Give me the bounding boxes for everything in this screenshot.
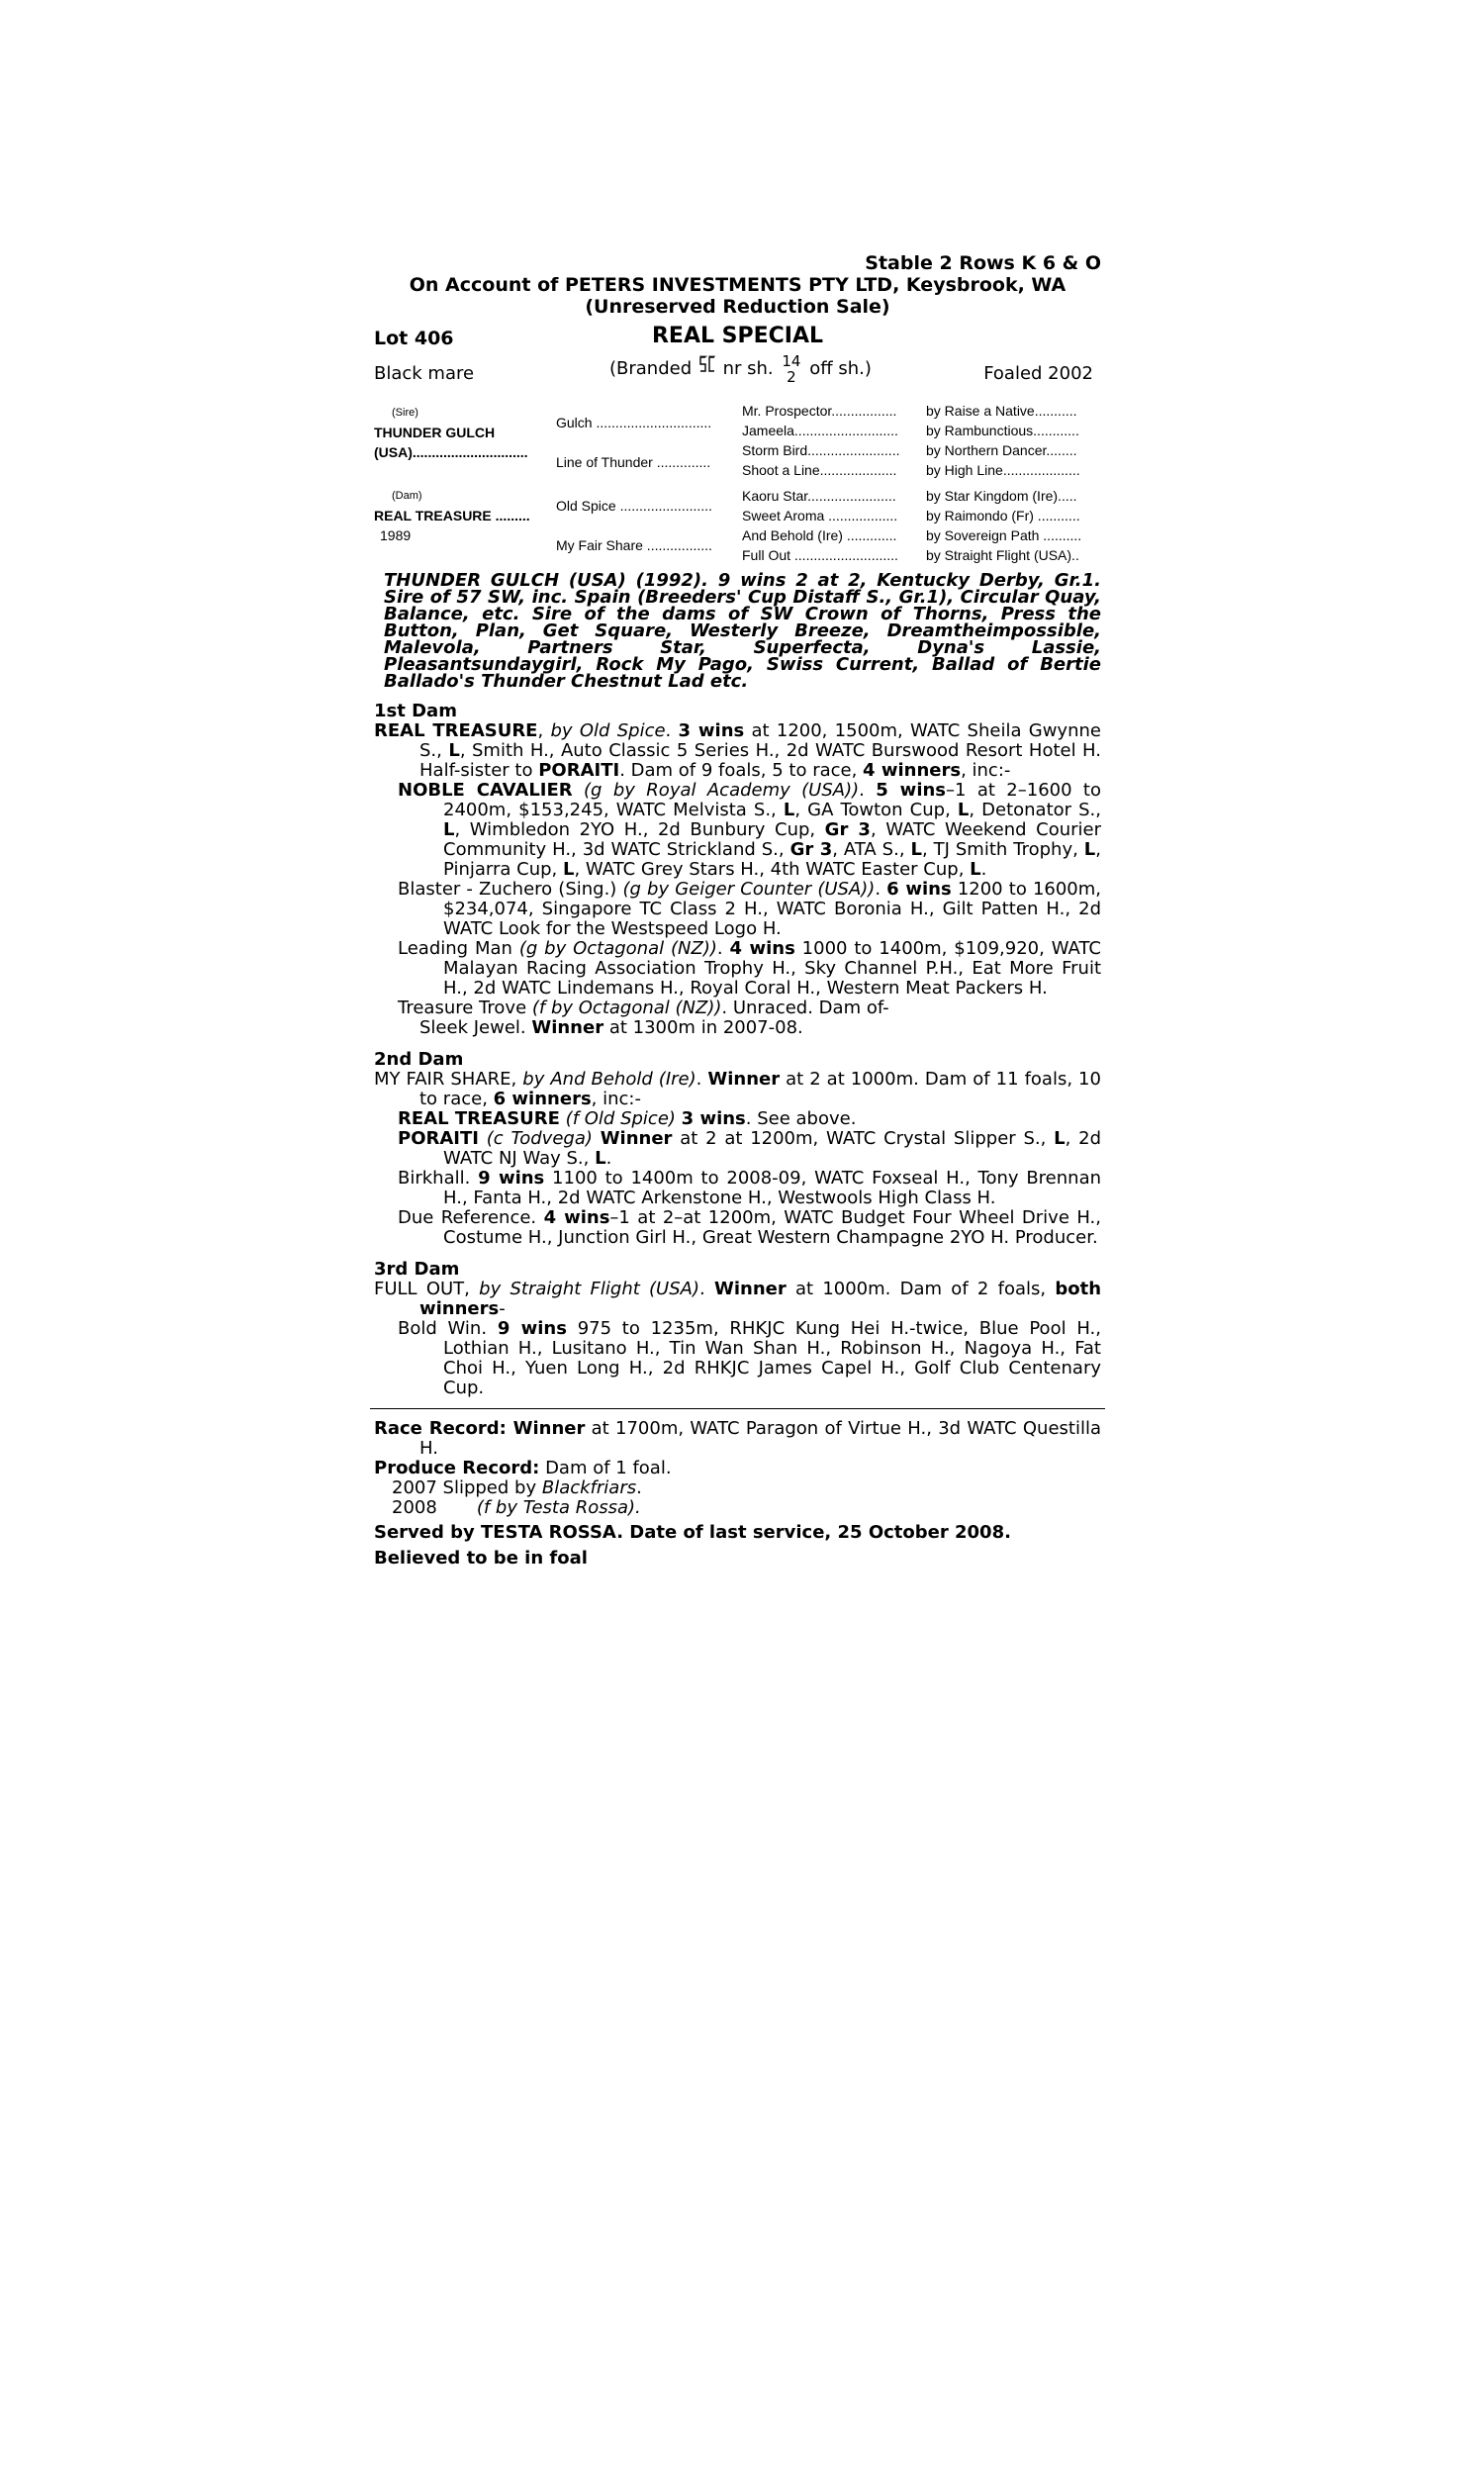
produce-record bbox=[374, 1459, 1101, 1478]
progeny-pedigree: (f Old Spice) bbox=[565, 1108, 676, 1129]
ped-g4-2: by Rambunctious............ bbox=[926, 423, 1079, 438]
progeny-name: PORAITI bbox=[398, 1128, 479, 1149]
dam-name: REAL TREASURE ......... bbox=[374, 508, 530, 523]
progeny-pedigree: (c Todvega) bbox=[486, 1128, 593, 1149]
third-dam-section bbox=[374, 1260, 1101, 1398]
listed-mark: L bbox=[562, 859, 575, 880]
ped-g4-4: by High Line.................... bbox=[926, 462, 1080, 478]
progeny-text: at 2 at 1200m, WATC Crystal Slipper S., bbox=[672, 1128, 1055, 1149]
brand-description bbox=[609, 353, 872, 385]
progeny-pedigree: (f by Octagonal (NZ)) bbox=[531, 998, 722, 1018]
service-details: Served by TESTA ROSSA. Date of last service, 25 October 2008. bbox=[374, 1522, 1011, 1543]
produce-record-text: Dam of 1 foal. bbox=[539, 1458, 672, 1478]
third-dam-name: FULL OUT, bbox=[374, 1279, 480, 1299]
progeny-noble-cavalier: NOBLE CAVALIER (g by Royal Academy (USA)). 5 wins–1 at 2–1600 to 2400m, $153,245, WATC Melvista S., L, GA Towton Cup, L, Detonator S., L, Wimbledon 2YO H., 2d Bunbury Cup, Gr 3, WATC Weekend Courier Community H., 3d WATC Strickland S., Gr 3, ATA S., L, TJ Smith Trophy, L, Pinjarra Cup, L, WATC Grey Stars H., 4th WATC Easter Cup, L. bbox=[398, 780, 1102, 880]
dam-year: 1989 bbox=[380, 527, 412, 543]
stable-location: Stable 2 Rows K 6 & O bbox=[865, 252, 1101, 274]
third-dam-text: at 1000m. Dam of 2 foals, bbox=[786, 1279, 1056, 1299]
first-dam-wins: 3 wins bbox=[678, 720, 745, 741]
progeny-wins: 9 wins bbox=[478, 1168, 545, 1189]
sire-dam: Line of Thunder .............. bbox=[556, 454, 711, 470]
lot-row bbox=[374, 324, 1101, 353]
ped-g4-6: by Raimondo (Fr) ........... bbox=[926, 508, 1080, 523]
produce-sire: (f by Testa Rossa). bbox=[476, 1497, 641, 1518]
produce-year-text: 2007 Slipped by bbox=[392, 1477, 542, 1498]
second-dam-sire: by And Behold (Ire) bbox=[522, 1069, 696, 1090]
listed-mark: L bbox=[1054, 1128, 1066, 1149]
progeny-name: Bold Win. bbox=[398, 1318, 498, 1339]
third-dam-heading: 3rd Dam bbox=[374, 1259, 460, 1280]
progeny-name: Sleek Jewel. bbox=[419, 1017, 532, 1038]
first-dam-heading: 1st Dam bbox=[374, 701, 457, 721]
brand-off-side: off sh.) bbox=[809, 358, 872, 379]
progeny-name: Blaster - Zuchero (Sing.) bbox=[398, 879, 623, 900]
first-dam-winners: 4 winners bbox=[863, 760, 962, 781]
listed-mark: L bbox=[910, 839, 922, 860]
progeny-text: 1000 to 1400m, $109,920, WATC Malayan Racing Association Trophy H., Sky Channel P.H., Eat More Fruit H., 2d WATC Lindemans H., Royal Coral H., Western Meat Packers H. bbox=[443, 938, 1101, 999]
progeny-name: Treasure Trove bbox=[398, 998, 532, 1018]
progeny-wins: 5 wins bbox=[876, 780, 947, 801]
description-row bbox=[374, 353, 1101, 389]
produce-record-label: Produce Record: bbox=[374, 1458, 540, 1478]
listed-mark: L bbox=[443, 819, 455, 840]
brand-prefix: (Branded bbox=[609, 358, 693, 379]
ped-g3-5: Kaoru Star....................... bbox=[742, 488, 896, 504]
first-dam-text: . Dam of 9 foals, 5 to race, bbox=[619, 760, 864, 781]
first-dam-text: , inc:- bbox=[961, 760, 1011, 781]
brand-number-top: 14 bbox=[782, 352, 801, 370]
listed-mark: L bbox=[595, 1148, 606, 1169]
progeny-text: 1200 to 1600m, $234,074, Singapore TC Class 2 H., WATC Boronia H., Gilt Patten H., 2d WATC Look for the Westspeed Logo H. bbox=[443, 879, 1102, 939]
first-dam-name: REAL TREASURE bbox=[374, 720, 538, 741]
progeny-text: , Wimbledon 2YO H., 2d Bunbury Cup, bbox=[454, 819, 825, 840]
second-dam-section bbox=[374, 1050, 1101, 1248]
progeny-due-reference bbox=[374, 1208, 1101, 1248]
ped-g3-7: And Behold (Ire) ............. bbox=[742, 527, 897, 543]
produce-year-text: . bbox=[636, 1477, 642, 1498]
progeny-blaster: Blaster - Zuchero (Sing.) (g by Geiger Counter (USA)). 6 wins 1200 to 1600m, $234,074, Singapore TC Class 2 H., WATC Boronia H., Gilt Patten H., 2d WATC Look for the Westspeed Logo H. bbox=[398, 879, 1102, 939]
second-dam-text: at 2 at 1000m. Dam of 11 foals, 10 to race, bbox=[419, 1069, 1101, 1109]
progeny-text: at 1300m in 2007-08. bbox=[603, 1017, 803, 1038]
first-dam-sire: by Old Spice bbox=[550, 720, 666, 741]
horse-name: REAL SPECIAL bbox=[651, 324, 824, 348]
third-dam-entry: FULL OUT, by Straight Flight (USA). Winner at 1000m. Dam of 2 foals, both winners- bbox=[374, 1279, 1102, 1319]
sire-origin: (USA).............................. bbox=[374, 444, 528, 460]
progeny-treasure-trove bbox=[374, 999, 1101, 1018]
progeny-name: NOBLE CAVALIER bbox=[398, 780, 573, 801]
sire-sire: Gulch .............................. bbox=[556, 415, 712, 430]
progeny-real-treasure bbox=[374, 1109, 1101, 1129]
second-dam-text: , inc:- bbox=[591, 1089, 641, 1109]
race-record-winner: Winner bbox=[512, 1418, 586, 1439]
brand-near-side: nr sh. bbox=[722, 358, 774, 379]
progeny-text: , Pinjarra Cup, bbox=[443, 839, 1101, 880]
progeny-text: , GA Towton Cup, bbox=[794, 800, 958, 820]
listed-mark: L bbox=[448, 740, 460, 761]
brand-mark-icon bbox=[697, 354, 717, 376]
listed-mark: L bbox=[957, 800, 970, 820]
group3-mark: Gr 3 bbox=[824, 819, 871, 840]
sire-label: (Sire) bbox=[392, 407, 418, 419]
progeny-wins: 3 wins bbox=[681, 1108, 746, 1129]
foal-status: Believed to be in foal bbox=[374, 1548, 588, 1569]
listed-mark: L bbox=[970, 859, 981, 880]
third-dam-winner: Winner bbox=[713, 1279, 787, 1299]
catalogue-page bbox=[374, 252, 1101, 1570]
race-record-text: at 1700m, WATC Paragon of Virtue H., 3d WATC Questilla H. bbox=[419, 1418, 1101, 1459]
progeny-text: , ATA S., bbox=[832, 839, 911, 860]
progeny-name: Birkhall. bbox=[398, 1168, 479, 1189]
race-record bbox=[374, 1419, 1101, 1459]
progeny-pedigree: (g by Royal Academy (USA)) bbox=[584, 780, 860, 801]
progeny-text: , WATC Grey Stars H., 4th WATC Easter Cup, bbox=[574, 859, 971, 880]
ped-g4-7: by Sovereign Path .......... bbox=[926, 527, 1082, 543]
dam-dam: My Fair Share ................. bbox=[556, 537, 712, 553]
progeny-wins: 4 wins bbox=[543, 1207, 610, 1228]
progeny-leading-man: Leading Man (g by Octagonal (NZ)). 4 wins 1000 to 1400m, $109,920, WATC Malayan Racing Association Trophy H., Sky Channel P.H., Eat More Fruit H., 2d WATC Lindemans H., Royal Coral H., Western Meat Packers H. bbox=[398, 938, 1101, 999]
progeny-text: 975 to 1235m, RHKJC Kung Hei H.-twice, Blue Pool H., Lothian H., Lusitano H., Tin Wan Shan H., Robinson H., Nagoya H., Fat Choi H., Yuen Long H., 2d RHKJC James Capel H., Golf Club Centenary Cup. bbox=[443, 1318, 1101, 1398]
progeny-text: –1 at 2–1600 to 2400m, $153,245, WATC Melvista S., bbox=[443, 780, 1101, 820]
third-dam-both-winners: both winners bbox=[419, 1279, 1102, 1319]
sire-summary: THUNDER GULCH (USA) (1992). 9 wins 2 at 2, Kentucky Derby, Gr.1. Sire of 57 SW, inc. Spain (Breeders' Cup Distaff S., Gr.1), Circular Quay, Balance, etc. Sire of the dams of SW Crown of Thorns, Press the Button, Plan, Get Square, Westerly Breeze, Dreamtheimpossible, Malevola, Partners Star, Superfecta, Dyna's Lassie, Pleasantsundaygirl, Rock My Pago, Swiss Current, Ballad of Bertie Ballado's Thunder Chestnut Lad etc. bbox=[384, 570, 1101, 692]
ped-g4-8: by Straight Flight (USA).. bbox=[926, 547, 1079, 563]
progeny-name: Leading Man bbox=[398, 938, 519, 959]
brand-number-bottom: 2 bbox=[787, 368, 796, 386]
progeny-wins: 4 wins bbox=[729, 938, 795, 959]
progeny-bold-win bbox=[374, 1319, 1101, 1398]
ped-g4-3: by Northern Dancer........ bbox=[926, 442, 1077, 458]
second-dam-heading: 2nd Dam bbox=[374, 1049, 464, 1070]
progeny-sleek-jewel bbox=[374, 1018, 1101, 1038]
progeny-text: . Unraced. Dam of- bbox=[721, 998, 889, 1018]
ped-g3-8: Full Out ........................... bbox=[742, 547, 898, 563]
sale-type: (Unreserved Reduction Sale) bbox=[585, 296, 890, 318]
progeny-wins: 6 wins bbox=[886, 879, 952, 900]
brand-number bbox=[782, 353, 800, 385]
produce-2008 bbox=[374, 1498, 1101, 1518]
progeny-text: , WATC Weekend Courier Community H., 3d WATC Strickland S., bbox=[443, 819, 1102, 860]
progeny-wins: 9 wins bbox=[497, 1318, 567, 1339]
section-divider bbox=[370, 1408, 1105, 1409]
second-dam-entry: MY FAIR SHARE, by And Behold (Ire). Winner at 2 at 1000m. Dam of 11 foals, 10 to race, 6 winners, inc:- bbox=[374, 1069, 1101, 1109]
progeny-text: . bbox=[980, 859, 987, 880]
first-dam-section bbox=[374, 702, 1101, 1038]
progeny-name: REAL TREASURE bbox=[398, 1108, 560, 1129]
sire-name: THUNDER GULCH bbox=[374, 425, 496, 440]
third-dam-sire: by Straight Flight (USA) bbox=[479, 1279, 699, 1299]
listed-mark: L bbox=[783, 800, 795, 820]
foaled-year: Foaled 2002 bbox=[983, 363, 1093, 384]
half-sister-name: PORAITI bbox=[538, 760, 620, 781]
third-dam-text: - bbox=[499, 1298, 506, 1319]
produce-year: 2008 bbox=[392, 1497, 437, 1518]
progeny-text: , 2d WATC NJ Way S., bbox=[443, 1128, 1102, 1169]
produce-sire: Blackfriars bbox=[541, 1477, 637, 1498]
progeny-text: , Detonator S., bbox=[969, 800, 1101, 820]
second-dam-name: MY FAIR SHARE, bbox=[374, 1069, 523, 1090]
listed-mark: L bbox=[1083, 839, 1096, 860]
progeny-name: Due Reference. bbox=[398, 1207, 544, 1228]
ped-g4-5: by Star Kingdom (Ire)..... bbox=[926, 488, 1077, 504]
progeny-text: , TJ Smith Trophy, bbox=[921, 839, 1084, 860]
race-record-label: Race Record: bbox=[374, 1418, 513, 1439]
ped-g4-1: by Raise a Native........... bbox=[926, 403, 1077, 419]
horse-color-sex: Black mare bbox=[374, 363, 475, 384]
second-dam-winner: Winner bbox=[707, 1069, 781, 1090]
ped-g3-2: Jameela........................... bbox=[742, 423, 898, 438]
vendor-line: On Account of PETERS INVESTMENTS PTY LTD, Keysbrook, WA bbox=[409, 274, 1067, 296]
progeny-text: . bbox=[605, 1148, 612, 1169]
progeny-poraiti bbox=[374, 1129, 1101, 1169]
progeny-wins: Winner bbox=[531, 1017, 604, 1038]
second-dam-winners: 6 winners bbox=[493, 1089, 592, 1109]
lot-number: Lot 406 bbox=[374, 328, 454, 349]
produce-2007 bbox=[374, 1478, 1101, 1498]
group3-mark: Gr 3 bbox=[789, 839, 833, 860]
first-dam-text: at 1200, 1500m, WATC Sheila Gwynne S., bbox=[419, 720, 1101, 761]
progeny-birkhall bbox=[374, 1169, 1101, 1208]
ped-g3-4: Shoot a Line.................... bbox=[742, 462, 897, 478]
dam-sire: Old Spice ........................ bbox=[556, 498, 712, 514]
progeny-wins: Winner bbox=[600, 1128, 673, 1149]
ped-g3-1: Mr. Prospector................. bbox=[742, 403, 897, 419]
ped-g3-6: Sweet Aroma .................. bbox=[742, 508, 898, 523]
progeny-pedigree: (g by Octagonal (NZ)) bbox=[518, 938, 717, 959]
first-dam-entry: REAL TREASURE, by Old Spice. 3 wins at 1200, 1500m, WATC Sheila Gwynne S., L, Smith H., Auto Classic 5 Series H., 2d WATC Burswood Resort Hotel H. Half-sister to PORAITI. Dam of 9 foals, 5 to race, 4 winners, inc:- bbox=[374, 720, 1102, 781]
progeny-text: –1 at 2–at 1200m, WATC Budget Four Wheel Drive H., Costume H., Junction Girl H., Great Western Champagne 2YO H. Producer. bbox=[443, 1207, 1101, 1248]
progeny-pedigree: (g by Geiger Counter (USA)) bbox=[622, 879, 876, 900]
first-dam-text: , Smith H., Auto Classic 5 Series H., 2d WATC Burswood Resort Hotel H. Half-sister to bbox=[419, 740, 1102, 781]
ped-g3-3: Storm Bird........................ bbox=[742, 442, 900, 458]
pedigree-table bbox=[374, 403, 1101, 566]
progeny-text: . See above. bbox=[745, 1108, 857, 1129]
dam-label: (Dam) bbox=[392, 490, 422, 502]
progeny-text: 1100 to 1400m to 2008-09, WATC Foxseal H., Tony Brennan H., Fanta H., 2d WATC Arkenstone H., Westwools High Class H. bbox=[443, 1168, 1102, 1208]
